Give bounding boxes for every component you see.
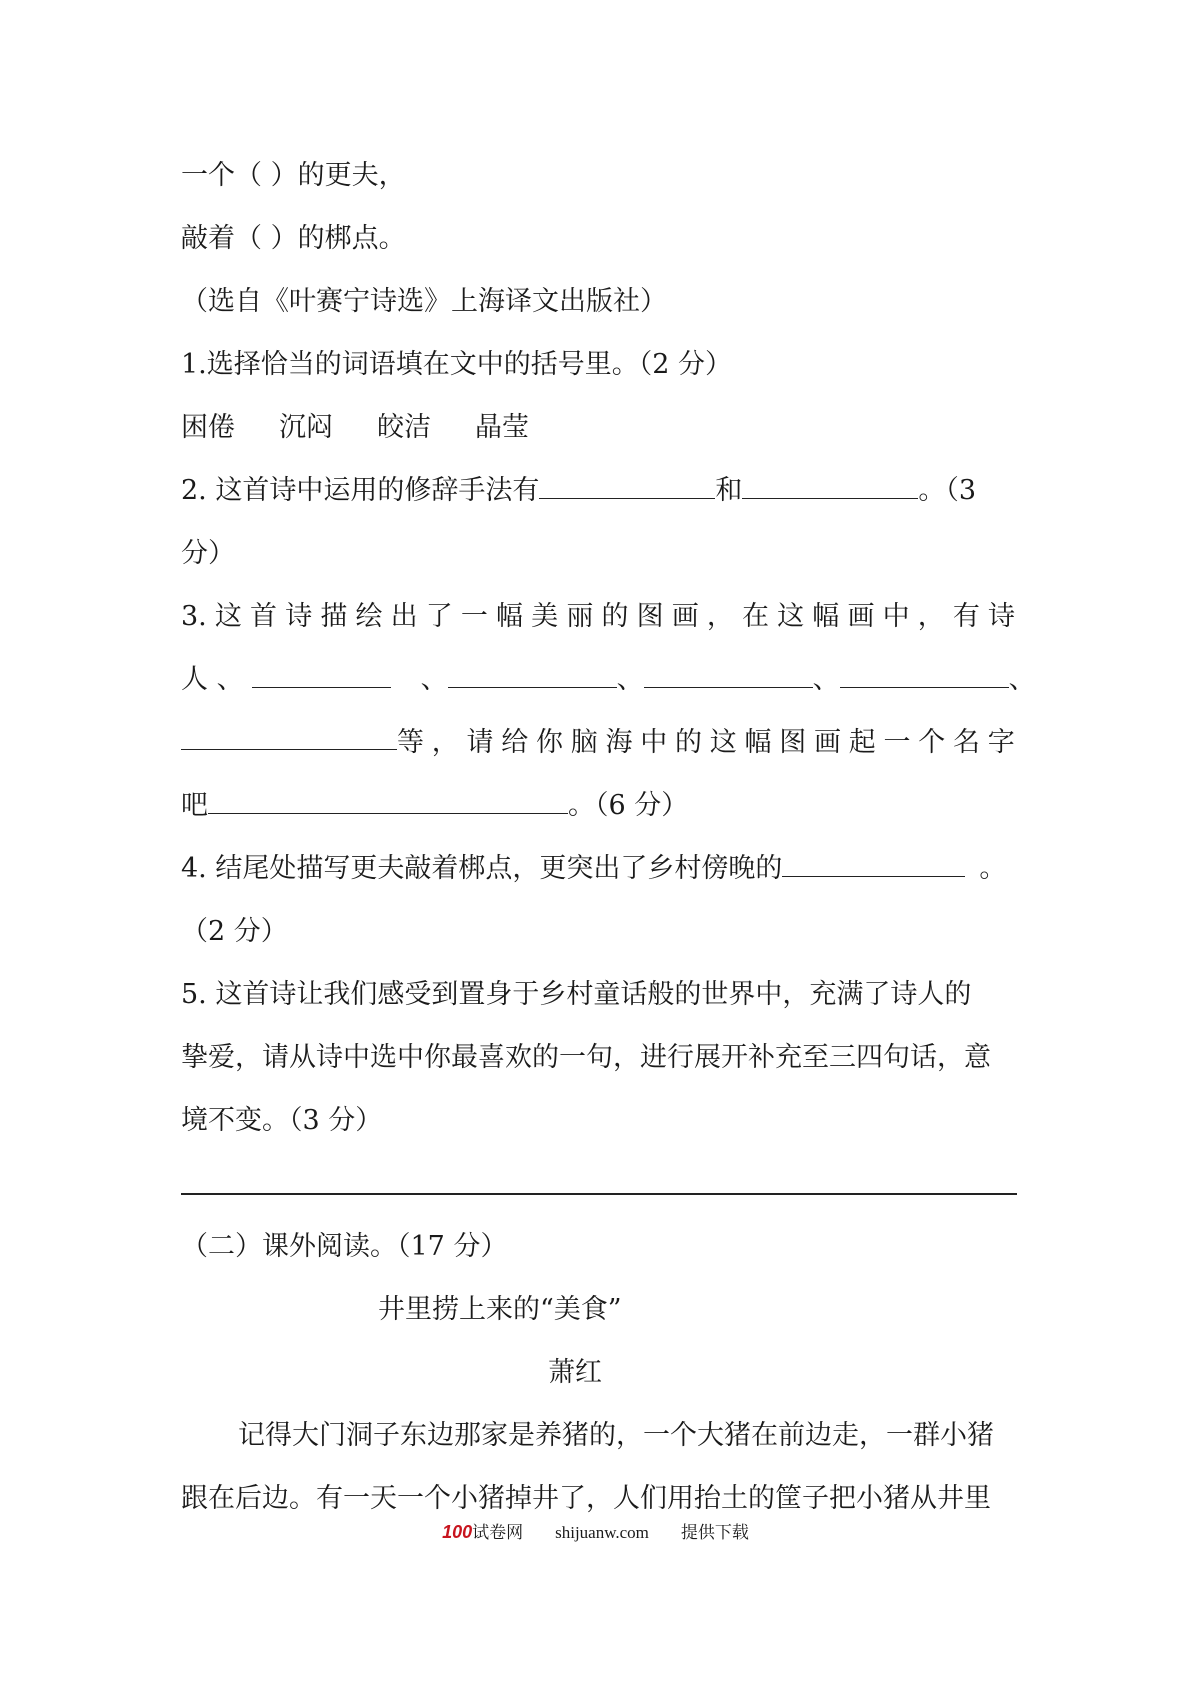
question-4-score: （2 分） [181,916,288,947]
site-url[interactable]: shijuanw.com [555,1523,649,1542]
question-5-line-3: 境不变。（3 分） [181,1105,383,1136]
q3-char: ， [431,727,459,758]
q3-char: 图 [779,727,807,758]
q3-char: 你 [536,727,563,758]
question-4-text: 4. 结尾处描写更夫敲着梆点，更突出了乡村傍晚的 [181,853,783,884]
answer-blank[interactable] [252,663,391,688]
q3-char: 给 [501,727,529,758]
question-5-line-1: 5. 这首诗让我们感受到置身于乡村童话般的世界中，充满了诗人的 [181,979,972,1010]
q3-char: 出 [390,601,418,632]
question-2-score: 。（3 [918,475,977,506]
q3-char: 个 [918,727,946,758]
q3-char: 这 [777,601,805,632]
q3-char: 起 [848,727,876,758]
q3-char: 中 [640,727,668,758]
question-2-and: 和 [715,475,743,506]
question-3-line-1 [181,599,1015,635]
q3-char: 美 [531,601,559,632]
q3-separator: 、 [420,664,448,695]
q3-char: 了 [425,601,453,632]
paragraph-line-2: 跟在后边。有一天一个小猪掉井了，人们用抬土的筐子把小猪从井里 [181,1483,991,1514]
q3-char: 请 [466,727,494,758]
q3-char: 一 [460,601,488,632]
q3-separator: 、 [812,664,840,695]
q3-char: 有 [952,601,980,632]
question-3-line-4 [181,788,688,824]
q3-line2-start: 人 、 [181,664,244,695]
question-2-score-cont: 分） [181,538,235,569]
question-1: 1.选择恰当的词语填在文中的括号里。（2 分） [181,349,733,380]
q3-char: 的 [601,601,629,632]
article-title: 井里捞上来的“美食” [378,1294,622,1325]
q3-char: 幅 [496,601,524,632]
article-author: 萧红 [548,1357,602,1388]
q3-char: ， [706,601,734,632]
q3-char: 幅 [812,601,840,632]
q3-char: 名 [953,727,980,758]
answer-blank[interactable] [840,663,1009,688]
word-option: 晶莹 [475,412,529,443]
footer-note: 提供下载 [680,1523,749,1542]
q3-char: 绘 [355,601,383,632]
q3-char: 描 [320,601,348,632]
word-option: 困倦 [181,412,235,443]
q3-char: 海 [605,727,633,758]
footer [0,1520,1191,1545]
question-3-line-3 [181,725,1015,761]
word-option: 皎洁 [377,412,431,443]
answer-blank[interactable] [742,474,918,499]
q3-char: 这 [709,727,737,758]
q3-char: 诗 [988,601,1015,632]
poem-line-2: 敲着（ ）的梆点。 [181,223,406,254]
q3-char: 3. [181,601,207,632]
answer-blank[interactable] [539,474,715,499]
site-name: 试卷网 [472,1523,524,1542]
paragraph-line-1: 记得大门洞子东边那家是养猪的，一个大猪在前边走，一群小猪 [238,1420,994,1451]
word-options [181,410,529,446]
q3-line4-start: 吧 [181,790,208,821]
q3-char: ， [917,601,945,632]
q3-char: 的 [675,727,702,758]
q3-char: 一 [883,727,911,758]
question-5-line-2: 挚爱，请从诗中选中你最喜欢的一句，进行展开补充至三四句话，意 [181,1042,991,1073]
q3-char: 这 [214,601,242,632]
answer-line[interactable] [181,1193,1017,1195]
q3-char: 画 [847,601,875,632]
answer-blank[interactable] [181,725,397,750]
q3-char: 脑 [570,727,598,758]
q3-char: 幅 [744,727,772,758]
question-4-end: 。 [979,853,1007,884]
q3-char: 丽 [566,601,594,632]
q3-char: 字 [987,727,1015,758]
answer-blank[interactable] [782,852,965,877]
question-4 [181,851,1006,887]
q3-char: 中 [882,601,910,632]
answer-blank[interactable] [208,789,568,814]
q3-char: 首 [250,601,278,632]
site-logo: 100 [442,1522,473,1542]
poem-line-1: 一个（ ）的更夫， [181,160,406,191]
q3-separator: 、 [616,664,644,695]
answer-blank[interactable] [448,663,617,688]
q3-char: 在 [742,601,770,632]
q3-char: 等 [397,727,424,758]
q3-score: 。（6 分） [568,790,689,821]
poem-source: （选自《叶赛宁诗选》上海译文出版社） [181,286,667,317]
question-2-text: 2. 这首诗中运用的修辞手法有 [181,475,540,506]
q3-char: 诗 [285,601,313,632]
question-2 [181,473,976,509]
answer-blank[interactable] [644,663,813,688]
q3-separator: 、 [1008,664,1036,695]
section-heading: （二）课外阅读。（17 分） [181,1231,508,1262]
word-option: 沉闷 [279,412,333,443]
q3-char: 画 [671,601,699,632]
q3-char: 图 [636,601,664,632]
q3-line3-text [397,725,1015,761]
question-3-line-2 [181,662,1036,698]
q3-char: 画 [814,727,841,758]
